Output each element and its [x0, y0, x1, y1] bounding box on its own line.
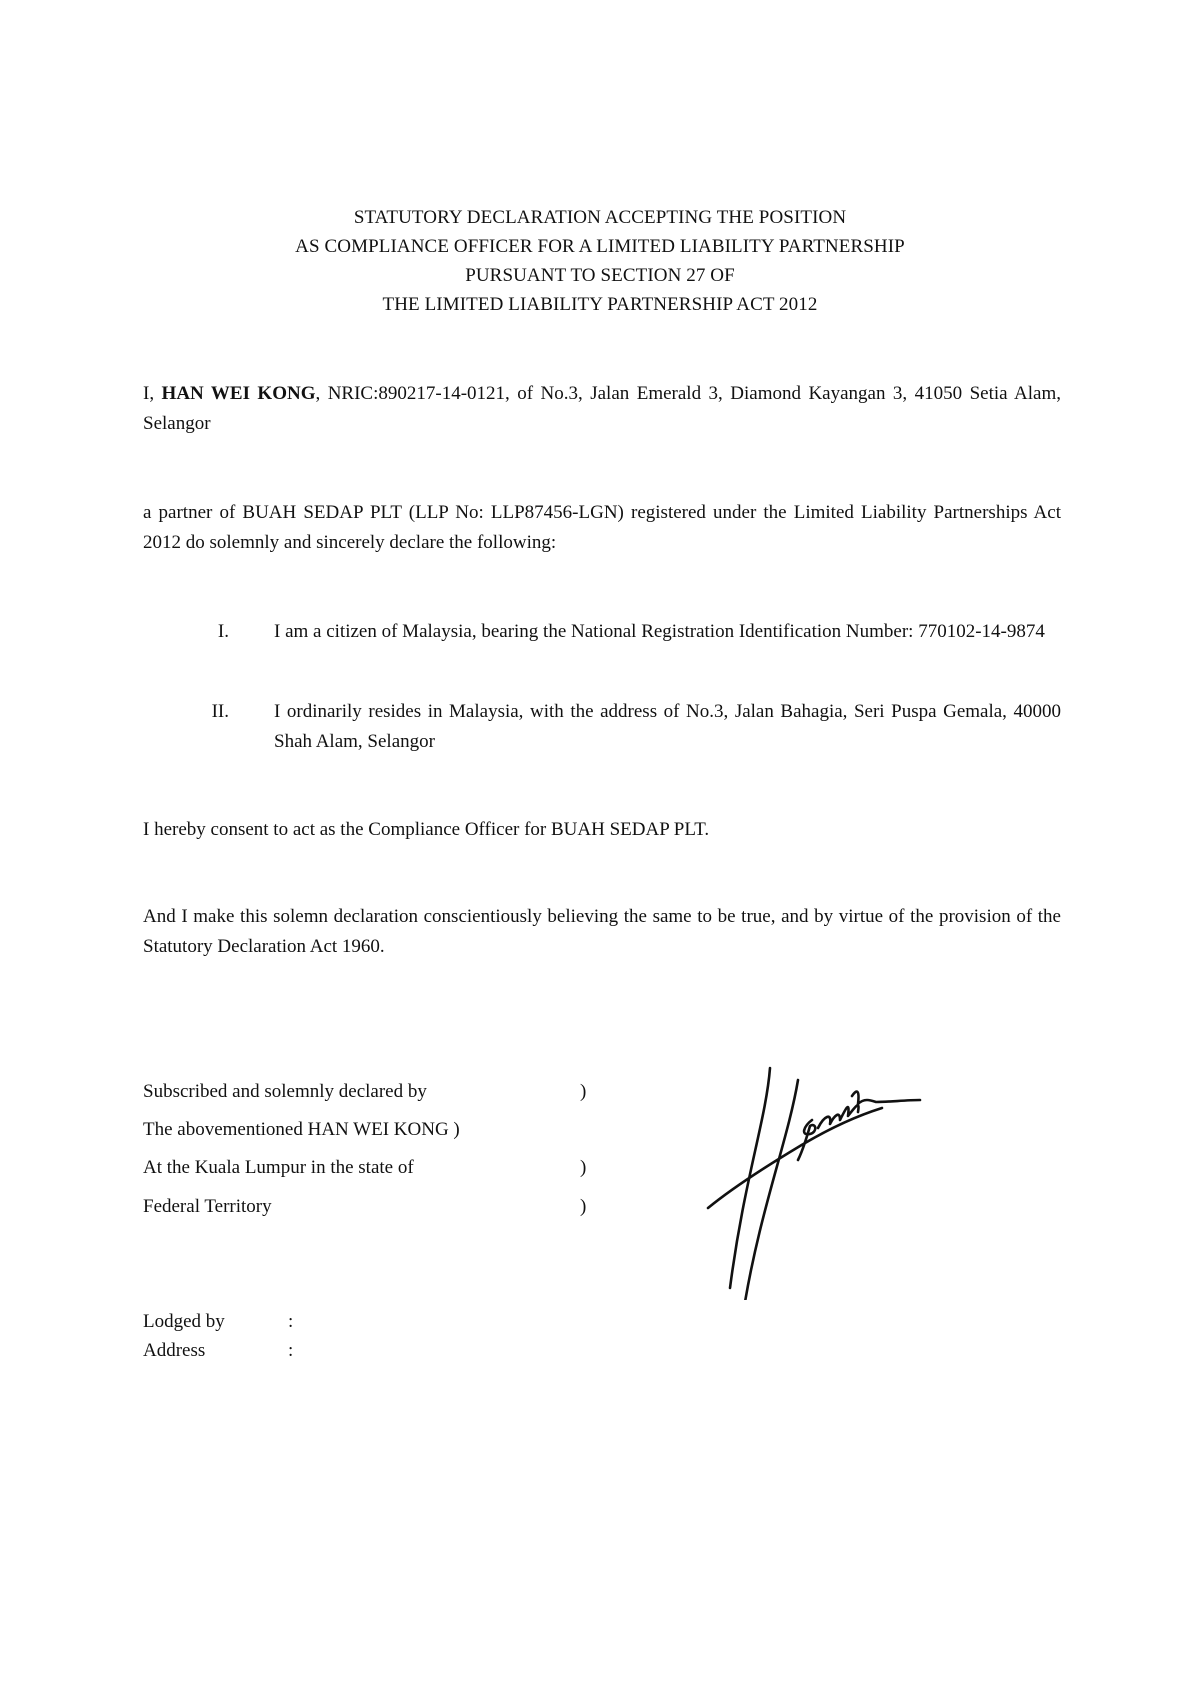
subscription-paren: ): [580, 1081, 587, 1102]
title-line-4: THE LIMITED LIABILITY PARTNERSHIP ACT 2012: [382, 294, 818, 315]
signature-icon: [700, 1060, 930, 1300]
address-label: Address: [143, 1340, 206, 1361]
item-number: I.: [217, 621, 229, 642]
document-title: [0, 203, 1200, 319]
subscription-label: Federal Territory: [143, 1196, 272, 1217]
item-text: I am a citizen of Malaysia, bearing the National Registration Identification Number: 770102-14-9874: [274, 621, 1045, 642]
declarant-details: , NRIC:890217-14-0121, of No.3, Jalan Emerald 3, Diamond Kayangan 3, 41050 Setia Alam, Selangor: [143, 383, 1061, 434]
declarant-name: HAN WEI KONG: [161, 383, 316, 404]
declarant-prefix: I,: [143, 383, 162, 404]
subscription-paren: ): [580, 1196, 587, 1217]
subscription-paren: ): [580, 1157, 587, 1178]
title-line-3: PURSUANT TO SECTION 27 OF: [465, 265, 735, 286]
subscription-label: Subscribed and solemnly declared by: [143, 1081, 427, 1102]
consent-paragraph: I hereby consent to act as the Compliance Officer for BUAH SEDAP PLT.: [143, 819, 710, 840]
lodged-by-colon: :: [288, 1311, 294, 1332]
address-colon: :: [288, 1340, 294, 1361]
title-line-1: STATUTORY DECLARATION ACCEPTING THE POSITION: [353, 207, 847, 228]
solemn-paragraph: And I make this solemn declaration conscientiously believing the same to be true, and by virtue of the provision of the Statutory Declaration Act 1960.: [143, 906, 1061, 957]
item-text: I ordinarily resides in Malaysia, with the address of No.3, Jalan Bahagia, Seri Puspa Gemala, 40000 Shah Alam, Selangor: [274, 701, 1061, 752]
subscription-label: The abovementioned HAN WEI KONG ): [143, 1119, 460, 1140]
partner-paragraph: a partner of BUAH SEDAP PLT (LLP No: LLP87456-LGN) registered under the Limited Liability Partnerships Act 2012 do solemnly and sincerely declare the following:: [143, 502, 1061, 553]
item-number: II.: [211, 701, 229, 722]
title-line-2: AS COMPLIANCE OFFICER FOR A LIMITED LIABILITY PARTNERSHIP: [295, 236, 905, 257]
subscription-label: At the Kuala Lumpur in the state of: [143, 1157, 414, 1178]
lodged-by-label: Lodged by: [143, 1311, 225, 1332]
declarant-paragraph: [143, 379, 1061, 439]
